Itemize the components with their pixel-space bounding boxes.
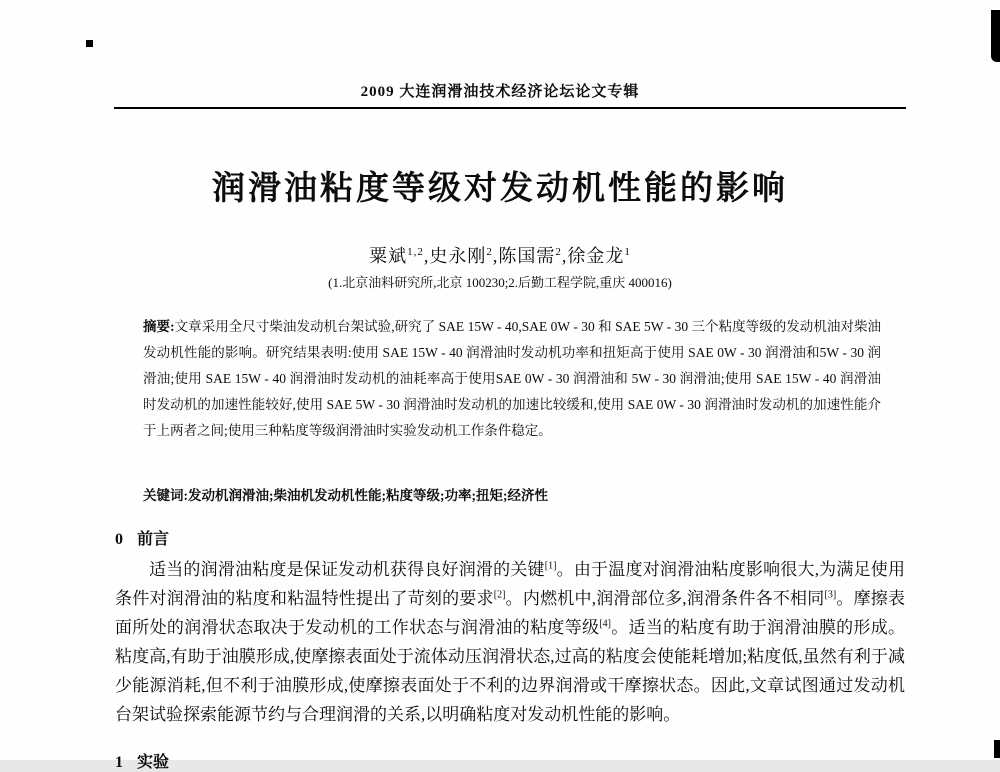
section-title: 前言 — [137, 531, 170, 548]
abstract-text: 文章采用全尺寸柴油发动机台架试验,研究了 SAE 15W - 40,SAE 0W - 30 和 SAE 5W - 30 三个粘度等级的发动机油对柴油发动机性能的影响。研究结果表明:使用 SAE 15W - 40 润滑油时发动机功率和扭矩高于使用 SAE 0W - 30 润滑油和5W - 30 润滑油;使用 SAE 15W - 40 润滑油时发动机的油耗率高于使用SAE 0W - 30 润滑油和 5W - 30 润滑油;使用 SAE 15W - 40 润滑油时发动机的加速性能较好,使用 SAE 5W - 30 润滑油时发动机的加速比较缓和,使用 SAE 0W - 30 润滑油时发动机的加速性能介于上两者之间;使用三种粘度等级润滑油时实验发动机工作条件稳定。 — [143, 319, 881, 438]
running-header: 2009 大连润滑油技术经济论坛论文专辑 — [360, 84, 640, 100]
section-heading-foreword — [115, 526, 169, 549]
header-rule — [114, 107, 906, 109]
affiliation-line: (1.北京油料研究所,北京 100230;2.后勤工程学院,重庆 400016) — [328, 275, 672, 290]
author-affiliation-sup: 2 — [486, 246, 493, 258]
keywords-text: 发动机润滑油;柴油机发动机性能;粘度等级;功率;扭矩;经济性 — [188, 488, 548, 503]
citation-marker: [3] — [824, 589, 837, 601]
scan-artifact-top-left — [86, 40, 93, 47]
section-heading-experiment — [115, 749, 169, 772]
keywords-line — [143, 484, 903, 504]
abstract-block — [143, 314, 881, 444]
author-affiliation-sup: 1,2 — [407, 246, 424, 258]
author-affiliation-sup: 2 — [555, 246, 562, 258]
keywords-label: 关键词: — [143, 488, 188, 503]
citation-marker: [2] — [493, 589, 506, 601]
citation-marker: [4] — [599, 618, 611, 630]
author-affiliation-sup: 1 — [624, 246, 631, 258]
abstract-label: 摘要: — [143, 319, 175, 334]
intro-paragraph: 适当的润滑油粘度是保证发动机获得良好润滑的关键[1]。由于温度对润滑油粘度影响很大,为满足使用条件对润滑油的粘度和粘温特性提出了苛刻的要求[2]。内燃机中,润滑部位多,润滑条件各不相同[3]。摩擦表面所处的润滑状态取决于发动机的工作状态与润滑油的粘度等级[4]。适当的粘度有助于润滑油膜的形成。粘度高,有助于油膜形成,使摩擦表面处于流体动压润滑状态,过高的粘度会使能耗增加;粘度低,虽然有利于减少能源消耗,但不利于油膜形成,使摩擦表面处于不利的边界润滑或干摩擦状态。因此,文章试图通过发动机台架试验探索能源节约与合理润滑的关系,以明确粘度对发动机性能的影响。 — [115, 560, 906, 724]
scan-artifact-top-right — [991, 10, 1000, 62]
authors-line: 粟斌$^{1,2}$,史永刚$^2$,陈国需$^2$,徐金龙$^1$ — [369, 246, 631, 266]
section-title: 实验 — [137, 754, 170, 771]
section-number: 0 — [115, 531, 123, 548]
paper-title: 润滑油粘度等级对发动机性能的影响 — [212, 169, 788, 206]
section-number: 1 — [115, 754, 123, 771]
citation-marker: [1] — [544, 560, 557, 572]
scan-artifact-bottom-right — [994, 740, 1000, 758]
